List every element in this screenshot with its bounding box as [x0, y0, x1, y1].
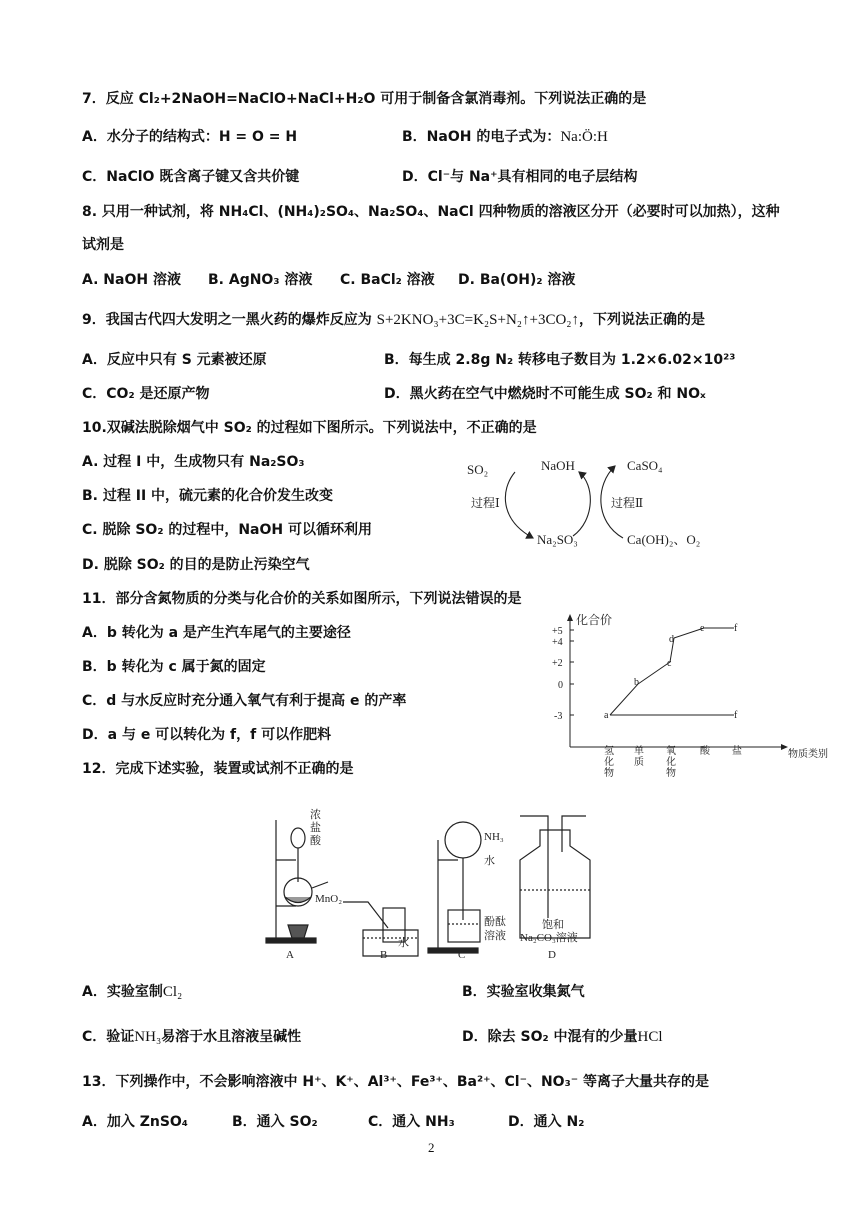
q13-option-a: A．加入 ZnSO₄: [82, 1114, 188, 1130]
label-water-b: 水: [398, 937, 409, 949]
label-a: A: [286, 949, 294, 961]
diag-process1: 过程Ⅰ: [471, 496, 500, 510]
ytick-minus3: -3: [554, 711, 563, 722]
q11-option-a: A．b 转化为 a 是产生汽车尾气的主要途径: [82, 625, 351, 641]
point-b: b: [634, 677, 639, 688]
q9-option-a: A．反应中只有 S 元素被还原: [82, 352, 267, 368]
diag-arrow-process1: [505, 472, 533, 538]
q12-option-b: B．实验室收集氮气: [462, 984, 585, 1000]
q13-option-b: B．通入 SO₂: [232, 1114, 318, 1130]
label-water-c: 水: [484, 855, 495, 867]
label-conc-hcl-2: 盐: [310, 822, 321, 834]
point-d: d: [669, 634, 674, 645]
q8-option-b: B. AgNO₃ 溶液: [208, 272, 313, 288]
q7-option-c: C．NaClO 既含离子键又含共价键: [82, 169, 300, 185]
q9-option-c: C．CO₂ 是还原产物: [82, 386, 210, 402]
xcat-salt: 盐: [732, 746, 742, 757]
diag-so2: SO₂: [467, 462, 489, 477]
q13-option-d: D．通入 N₂: [508, 1114, 585, 1130]
q9-option-b: B．每生成 2.8g N₂ 转移电子数目为 1.2×6.02×10²³: [384, 352, 736, 368]
label-d: D: [548, 949, 556, 961]
q10-option-a: A. 过程 I 中，生成物只有 Na₂SO₃: [82, 454, 305, 470]
q7-option-a: A．水分子的结构式：H = O = H: [82, 129, 298, 145]
chart-ylabel: 化合价: [576, 613, 613, 627]
q7-stem: 7．反应 Cl₂+2NaOH=NaClO+NaCl+H₂O 可用于制备含氯消毒剂。下列说法正确的是: [82, 91, 647, 107]
diag-arrow-naoh: [573, 472, 590, 536]
ytick-plus2: +2: [552, 658, 563, 669]
apparatus-a-funnel: [291, 828, 305, 848]
apparatus-b-trough: [363, 930, 418, 956]
q8-stem-line1: 8. 只用一种试剂，将 NH₄Cl、(NH₄)₂SO₄、Na₂SO₄、NaCl 四种物质的溶液区分开（必要时可以加热），这种: [82, 204, 780, 220]
point-f-upper: f: [734, 623, 738, 634]
label-na2co3-1: 饱和: [542, 919, 564, 931]
point-f-lower: f: [734, 710, 738, 721]
q11-option-c: C．d 与水反应时充分通入氧气有利于提高 e 的产率: [82, 693, 407, 709]
q10-option-b: B. 过程 II 中，硫元素的化合价发生改变: [82, 488, 334, 504]
q10-option-c: C. 脱除 SO₂ 的过程中，NaOH 可以循环利用: [82, 522, 372, 538]
q7-b-formula: Na:Ö:H: [560, 129, 608, 145]
q8-stem-line2: 试剂是: [82, 237, 124, 253]
q7-option-b: B．NaOH 的电子式为：Na:Ö:H: [402, 129, 608, 145]
q11-option-b: B．b 转化为 c 属于氮的固定: [82, 659, 266, 675]
chart-xlabel: 物质类别: [788, 749, 828, 760]
q8-option-a: A. NaOH 溶液: [82, 272, 181, 288]
q12-option-d: D．除去 SO₂ 中混有的少量HCl: [462, 1029, 663, 1045]
label-nh3: NH₃: [484, 831, 504, 843]
diag-caso4: CaSO₄: [627, 458, 663, 473]
label-phenol-1: 酚酞: [484, 916, 506, 928]
apparatus-c-beaker: [448, 910, 480, 942]
q8-option-d: D. Ba(OH)₂ 溶液: [458, 272, 576, 288]
q12-stem: 12．完成下述实验，装置或试剂不正确的是: [82, 761, 354, 777]
q13-option-c: C．通入 NH₃: [368, 1114, 455, 1130]
q11-option-d: D．a 与 e 可以转化为 f，f 可以作肥料: [82, 727, 332, 743]
xcat-acid: 酸: [700, 746, 710, 757]
q13-stem: 13．下列操作中，不会影响溶液中 H⁺、K⁺、Al³⁺、Fe³⁺、Ba²⁺、Cl⁻、NO₃⁻ 等离子大量共存的是: [82, 1074, 709, 1090]
q12-apparatus-figure: [258, 800, 628, 962]
ytick-plus5: +5: [552, 626, 563, 637]
point-a: a: [604, 710, 609, 721]
label-b: B: [380, 949, 388, 961]
q9-stem: 9．我国古代四大发明之一黑火药的爆炸反应为 S+2KNO₃+3C=K₂S+N₂↑+3CO₂↑，下列说法正确的是: [82, 312, 706, 328]
page-number: 2: [428, 1140, 435, 1155]
diag-naoh: NaOH: [541, 458, 575, 473]
xcat-element: 单质: [634, 746, 644, 768]
xcat-oxide: 氧化物: [666, 746, 676, 779]
diag-caoh2: Ca(OH)₂、O₂: [627, 532, 701, 547]
diag-process2: 过程Ⅱ: [611, 496, 644, 510]
q11-valence-chart: [530, 612, 830, 782]
q7-option-d: D．Cl⁻与 Na⁺具有相同的电子层结构: [402, 169, 638, 185]
q8-option-c: C. BaCl₂ 溶液: [340, 272, 435, 288]
label-conc-hcl-3: 酸: [310, 835, 321, 847]
q9-equation: S+2KNO₃+3C=K₂S+N₂↑+3CO₂↑: [376, 312, 580, 328]
xcat-hydride: 氢化物: [604, 746, 614, 779]
label-conc-hcl-1: 浓: [310, 809, 321, 821]
q12-option-c: C．验证NH₃易溶于水且溶液呈碱性: [82, 1029, 302, 1045]
label-na2co3-2: Na₂CO₃溶液: [520, 932, 578, 944]
q12-option-a: A．实验室制Cl₂: [82, 984, 183, 1000]
point-c: c: [667, 658, 672, 669]
label-mno2: MnO₂: [315, 893, 343, 905]
label-c: C: [458, 949, 466, 961]
point-e: e: [700, 623, 705, 634]
apparatus-c-flask: [445, 822, 481, 858]
q10-stem: 10.双碱法脱除烟气中 SO₂ 的过程如下图所示。下列说法中，不正确的是: [82, 420, 537, 436]
ytick-zero: 0: [558, 680, 563, 691]
q11-stem: 11．部分含氮物质的分类与化合价的关系如图所示，下列说法错误的是: [82, 591, 522, 607]
label-phenol-2: 溶液: [484, 930, 506, 942]
ytick-plus4: +4: [552, 637, 563, 648]
diag-na2so3: Na₂SO₃: [537, 532, 578, 547]
q9-option-d: D．黑火药在空气中燃烧时不可能生成 SO₂ 和 NOₓ: [384, 386, 706, 402]
q10-cycle-diagram: [455, 450, 725, 560]
q10-option-d: D. 脱除 SO₂ 的目的是防止污染空气: [82, 557, 310, 573]
